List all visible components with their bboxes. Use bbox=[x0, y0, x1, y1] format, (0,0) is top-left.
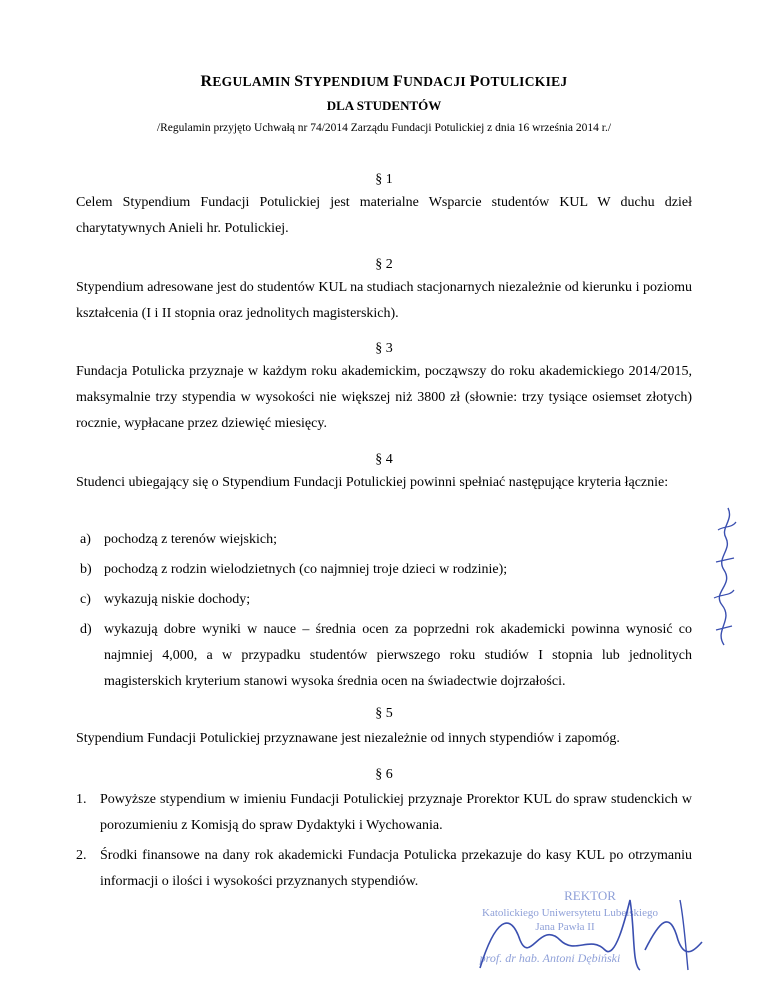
section-1-text: Celem Stypendium Fundacji Potulickiej jest materialne Wsparcie studentów KUL W duchu dzieł charytatywnych Anieli hr. Potulickiej. bbox=[76, 195, 692, 236]
section-1-heading: § 1 bbox=[375, 172, 393, 187]
title-initial-f: F bbox=[393, 73, 404, 90]
section-4-text: Studenci ubiegający się o Stypendium Fundacji Potulickiej powinni spełniać następujące kryteria łącznie: bbox=[76, 475, 669, 490]
adoption-note: /Regulamin przyjęto Uchwałą nr 74/2014 Zarządu Fundacji Potulickiej z dnia 16 września 2014 r./ bbox=[156, 122, 612, 134]
criteria-text: pochodzą z terenów wiejskich; bbox=[104, 532, 277, 547]
section-3-text: Fundacja Potulicka przyznaje w każdym roku akademickim, począwszy do roku akademickiego 2014/2015, maksymalnie trzy stypendia w wysokości nie większej niż 3800 zł (słownie: trzy tysiące osiemset złotych) rocznie, wypłacane przez dziewięć miesięcy. bbox=[76, 364, 692, 431]
margin-signature bbox=[704, 500, 744, 650]
title-word-regulamin: EGULAMIN bbox=[212, 74, 295, 89]
title-initial-s: S bbox=[294, 73, 304, 90]
section-6-text: Powyższe stypendium w imieniu Fundacji Potulickiej przyznaje Prorektor KUL do spraw studenckich w porozumieniu z Komisją do spraw Dydaktyki i Wychowania. bbox=[100, 792, 692, 833]
criteria-text: pochodzą z rodzin wielodzietnych (co najmniej troje dzieci w rodzinie); bbox=[104, 562, 508, 577]
document-subtitle: DLA STUDENTÓW bbox=[326, 98, 442, 113]
section-6-marker: 1. bbox=[76, 792, 87, 807]
criteria-marker: d) bbox=[80, 622, 92, 637]
title-word-fundacji: UNDACJI bbox=[403, 74, 470, 89]
title-initial-p: P bbox=[469, 73, 480, 90]
section-6-item bbox=[76, 787, 692, 839]
criteria-marker: a) bbox=[80, 532, 91, 547]
stamp-line-4: prof. dr hab. Antoni Dębiński bbox=[479, 951, 621, 965]
criteria-item bbox=[80, 527, 692, 553]
section-5-heading: § 5 bbox=[375, 706, 393, 721]
section-4-heading: § 4 bbox=[375, 452, 393, 467]
section-6-text: Środki finansowe na dany rok akademicki Fundacja Potulicka przekazuje do kasy KUL po otrzymaniu informacji o ilości i wysokości przyznanych stypendiów. bbox=[100, 848, 692, 889]
rector-stamp bbox=[440, 880, 740, 980]
stamp-line-2: Katolickiego Uniwersytetu Lubelskiego bbox=[482, 907, 658, 919]
criteria-item bbox=[80, 557, 692, 583]
criteria-item bbox=[80, 587, 692, 613]
stamp-line-3: Jana Pawła II bbox=[535, 921, 595, 933]
section-2-heading: § 2 bbox=[375, 257, 393, 272]
section-4-criteria-list bbox=[80, 527, 692, 699]
title-word-stypendium: TYPENDIUM bbox=[303, 74, 394, 89]
criteria-text: wykazują dobre wyniki w nauce – średnia ocen za poprzedni rok akademicki powinna wynosić co najmniej 4,000, a w przypadku studentów pierwszego roku studiów I stopnia lub jednolitych magisterskich kryterium stanowi wysoka średnia ocen na świadectwie dojrzałości. bbox=[104, 622, 692, 689]
criteria-item bbox=[80, 617, 692, 695]
section-5-text: Stypendium Fundacji Potulickiej przyznawane jest niezależnie od innych stypendiów i zapomóg. bbox=[76, 731, 620, 746]
section-3-heading: § 3 bbox=[375, 341, 393, 356]
title-initial-r: R bbox=[200, 73, 213, 90]
stamp-line-1: REKTOR bbox=[564, 888, 616, 903]
criteria-marker: c) bbox=[80, 592, 91, 607]
document-title bbox=[0, 73, 768, 91]
criteria-text: wykazują niskie dochody; bbox=[104, 592, 251, 607]
section-2-text: Stypendium adresowane jest do studentów KUL na studiach stacjonarnych niezależnie od kierunku i poziomu kształcenia (I i II stopnia oraz jednolitych magisterskich). bbox=[76, 280, 692, 321]
title-word-potulickiej: OTULICKIEJ bbox=[479, 74, 568, 89]
criteria-marker: b) bbox=[80, 562, 92, 577]
section-6-heading: § 6 bbox=[375, 767, 393, 782]
section-6-marker: 2. bbox=[76, 848, 87, 863]
